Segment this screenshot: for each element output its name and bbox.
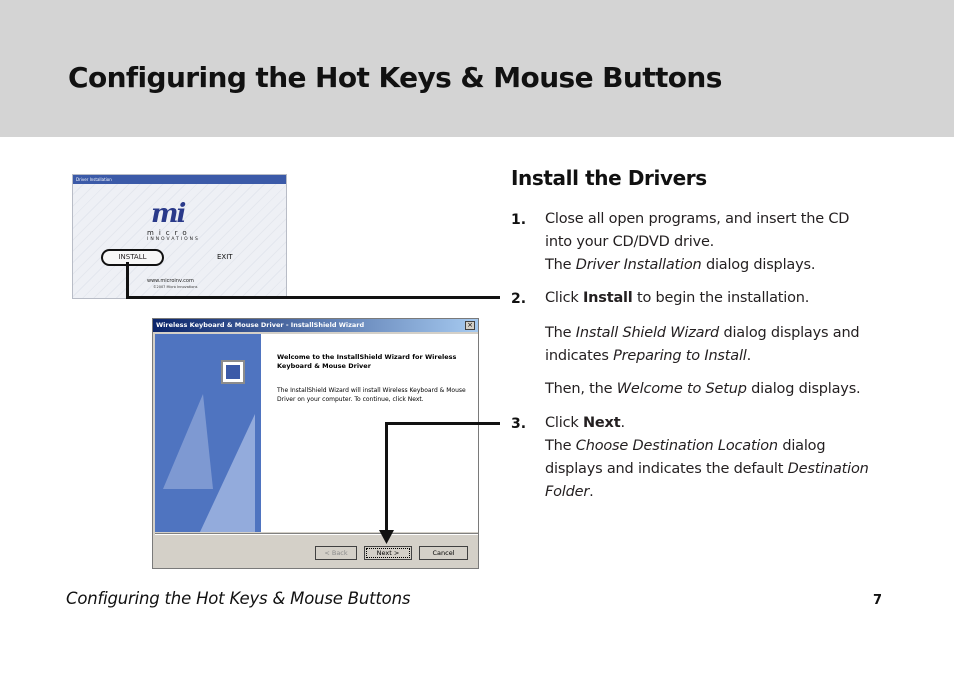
arrow-down-icon bbox=[379, 530, 394, 545]
step-number: 3. bbox=[511, 416, 527, 432]
step3-line: Click Next. bbox=[545, 415, 625, 431]
callout-line-install bbox=[126, 296, 500, 299]
wizard-welcome-text: Welcome to the InstallShield Wizard for Wireless Keyboard & Mouse Driver bbox=[277, 353, 457, 370]
step1-line: into your CD/DVD drive. bbox=[545, 234, 715, 250]
wizard-separator bbox=[155, 533, 478, 535]
exit-button[interactable]: EXIT bbox=[217, 253, 233, 261]
step2-line: Then, the Welcome to Setup dialog displays. bbox=[545, 381, 861, 397]
website-url: www.microinv.com bbox=[147, 278, 194, 284]
step3-line: Folder. bbox=[545, 484, 594, 500]
callout-line-next bbox=[385, 422, 388, 534]
step-number: 2. bbox=[511, 291, 527, 307]
micro-innovations-logo: mi bbox=[151, 199, 185, 229]
callout-line-install bbox=[126, 262, 129, 299]
step3-line: displays and indicates the default Destination bbox=[545, 461, 869, 477]
step-number: 1. bbox=[511, 212, 527, 228]
footer-title: Configuring the Hot Keys & Mouse Buttons bbox=[66, 589, 411, 608]
back-button[interactable]: < Back bbox=[315, 546, 357, 560]
install-button[interactable]: INSTALL bbox=[101, 249, 164, 266]
wizard-description: The InstallShield Wizard will install Wireless Keyboard & Mouse Driver on your computer. To continue, click Next. bbox=[277, 387, 466, 403]
callout-line-next bbox=[385, 422, 500, 425]
wizard-title: Wireless Keyboard & Mouse Driver - InstallShield Wizard bbox=[153, 319, 478, 332]
copyright-text: ©2007 Micro Innovations bbox=[153, 285, 198, 289]
step2-line: Click Install to begin the installation. bbox=[545, 290, 810, 306]
wizard-side-panel bbox=[155, 334, 261, 532]
step3-line: The Choose Destination Location dialog bbox=[545, 438, 826, 454]
page-number: 7 bbox=[873, 593, 883, 608]
cancel-button[interactable]: Cancel bbox=[419, 546, 468, 560]
logo-text-micro: micro bbox=[147, 229, 192, 237]
close-icon[interactable]: × bbox=[465, 321, 475, 330]
installer-icon bbox=[221, 360, 245, 384]
driver-dialog-title: Driver Installation bbox=[73, 175, 286, 184]
wizard-content-panel bbox=[261, 334, 478, 532]
next-button[interactable]: Next > bbox=[364, 546, 412, 560]
logo-text-innovations: INNOVATIONS bbox=[147, 237, 200, 242]
section-heading: Install the Drivers bbox=[511, 166, 707, 190]
sail-graphic bbox=[200, 414, 255, 532]
step2-line: The Install Shield Wizard dialog displays and bbox=[545, 325, 860, 341]
step2-line: indicates Preparing to Install. bbox=[545, 348, 752, 364]
driver-installation-screenshot bbox=[72, 174, 287, 299]
step1-line: The Driver Installation dialog displays. bbox=[545, 257, 816, 273]
installshield-wizard-screenshot bbox=[152, 318, 479, 569]
step1-line: Close all open programs, and insert the CD bbox=[545, 211, 850, 227]
page-title: Configuring the Hot Keys & Mouse Buttons bbox=[68, 61, 722, 94]
